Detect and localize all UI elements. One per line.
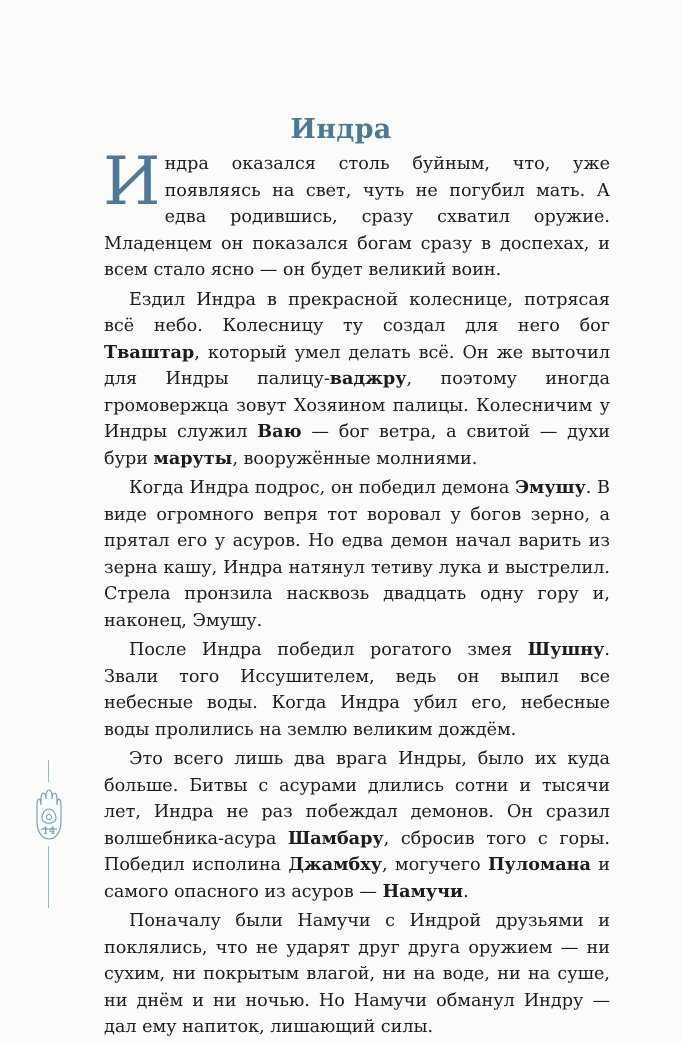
text-run: Когда Индра подрос, он победил демона [129, 478, 516, 498]
text-run: , поэтому иногда громовержца зовут Хозяином палицы. Колесничим у Индры служил [104, 369, 610, 442]
highlighted-name: Ваю [257, 421, 302, 442]
highlighted-name: Шушну [527, 639, 605, 660]
highlighted-name: Эмушу [515, 477, 586, 498]
highlighted-name: Пуломана [487, 854, 591, 875]
text-run: Поначалу были Намучи с Индрой друзьями и поклялись, что не ударят друг друга оружием — ни сухим, ни покрытым влагой, ни на воде, ни на суше, ни днём и ни ночью. Но Намучи обманул Индру — дал ему напиток, лишающий силы. [104, 911, 610, 1037]
highlighted-name: Тваштар [104, 341, 195, 363]
paragraph [104, 475, 610, 637]
highlighted-name: Намучи [382, 880, 464, 902]
highlighted-name: Шамбару [287, 827, 384, 849]
text-run: , могучего [381, 855, 488, 875]
text-run: . Звали того Иссушителем, ведь он выпил все небесные воды. Когда Индра убил его, небесные воды пролились на землю великим дождём. [104, 640, 610, 740]
drop-cap: И [103, 143, 161, 220]
text-run: , который умел делать всё. Он же выточил для Индры палицу- [104, 342, 610, 389]
paragraph [104, 746, 610, 908]
paragraph [103, 143, 610, 287]
paragraph [104, 637, 610, 746]
highlighted-name: ваджру [329, 368, 407, 389]
text-run: После Индра победил рогатого змея [129, 640, 528, 660]
text-run: Ездил Индра в прекрасной колеснице, потрясая всё небо. Колесницу ту создал для него бог [104, 289, 610, 336]
text-run: Это всего лишь два врага Индры, было их куда больше. Битвы с асурами длились сотни и тысячи лет, Индра не раз побеждал демонов. Он сразил волшебника-асура [104, 749, 610, 849]
paragraph [104, 287, 610, 476]
body-text [103, 143, 611, 1044]
chapter-title: Индра [290, 114, 392, 146]
highlighted-name: Джамбху [288, 854, 382, 875]
margin-decoration-line-bottom [48, 846, 49, 908]
text-run: , сбросив того с горы. Победил исполина [104, 828, 610, 875]
paragraph [104, 908, 610, 1044]
text-run: . [463, 881, 469, 902]
text-run: — бог ветра, а свитой — духи бури [104, 422, 611, 469]
text-run: ндра оказался столь буйным, что, уже появляясь на свет, чуть не погубил мать. А едва родившись, сразу схватил оружие. Младенцем он показался богам сразу в доспехах, и всем стало ясно — он будет великий воин. [104, 154, 610, 280]
highlighted-name: маруты [153, 447, 233, 469]
page-number: 14 [42, 826, 56, 837]
margin-decoration-line-top [48, 760, 49, 782]
text-run: , вооружённые молниями. [232, 448, 478, 469]
text-run: . В виде огромного вепря тот воровал у богов зерно, а прятал его у асуров. Но едва демон начал варить из зерна кашу, Индра натянул тетиву лука и выстрелил. Стрела пронзила насквозь двадцать одну гору и, наконец, Эмушу. [104, 478, 610, 631]
text-run: и самого опасного из асуров — [104, 855, 610, 902]
